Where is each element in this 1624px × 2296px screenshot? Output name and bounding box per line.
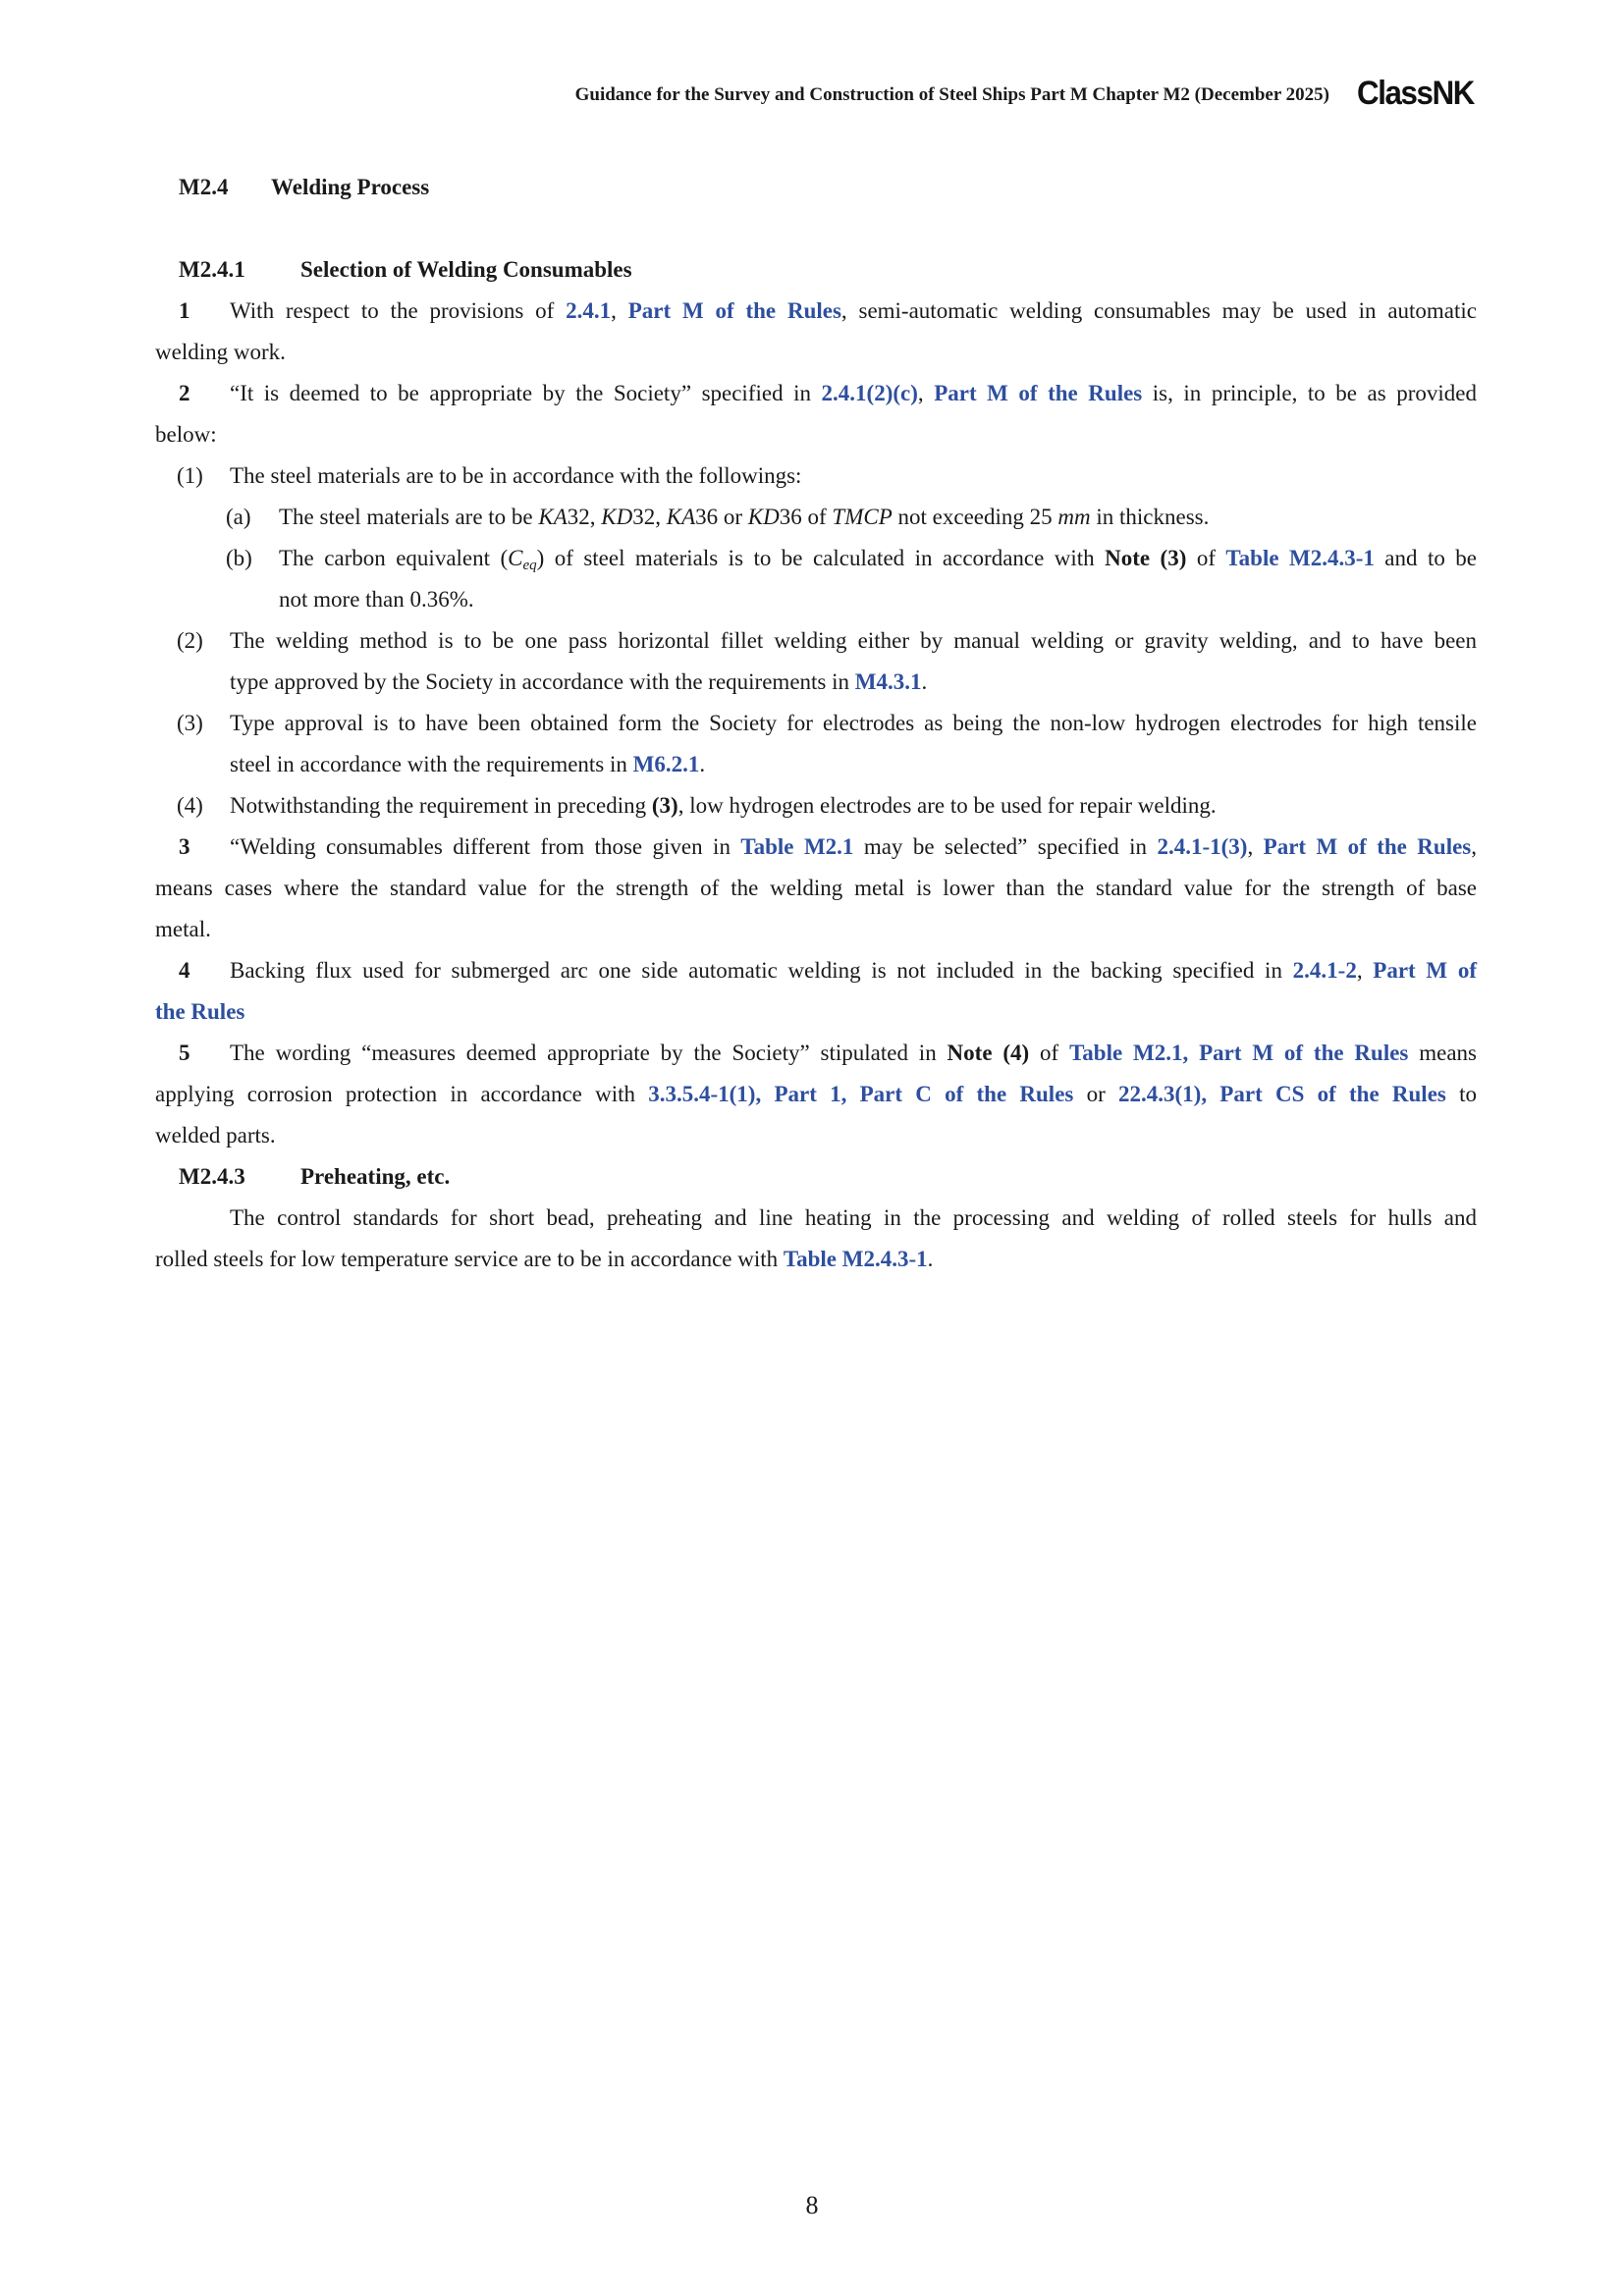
item-label: (1) xyxy=(177,463,203,488)
rule-link[interactable]: Part M of xyxy=(1373,958,1477,983)
subsection-heading-m2-4-3 xyxy=(179,1156,1477,1198)
rule-link[interactable]: 2.4.1-1(3) xyxy=(1157,834,1248,859)
grade-ka: KA xyxy=(538,505,568,529)
text: The wording “measures deemed appropriate by the Society” stipulated in xyxy=(230,1041,947,1065)
text: rolled steels for low temperature service are to be in accordance with xyxy=(155,1247,784,1271)
note-reference: Note (4) xyxy=(947,1041,1030,1065)
text: With respect to the provisions of xyxy=(230,298,567,323)
item-2-line-1 xyxy=(155,620,1477,662)
text: is, in principle, to be as provided xyxy=(1142,381,1477,405)
paragraph-5-line-3: welded parts. xyxy=(155,1123,276,1148)
text: , xyxy=(1247,834,1264,859)
text: type approved by the Society in accordance with the requirements in xyxy=(230,669,855,694)
carbon-equivalent-symbol: $C_{eq}$ xyxy=(508,546,537,573)
paragraph-number: 4 xyxy=(179,958,190,983)
text: 32, xyxy=(632,505,667,529)
text: of xyxy=(1186,546,1226,570)
subsection-title: Selection of Welding Consumables xyxy=(300,257,632,282)
grade-kd: KD xyxy=(601,505,633,529)
paragraph-1-line-2: welding work. xyxy=(155,340,286,364)
page-number: 8 xyxy=(805,2191,819,2219)
item-3-line-1 xyxy=(155,703,1477,744)
text: “Welding consumables different from those given in xyxy=(230,834,741,859)
text: , xyxy=(611,298,628,323)
item-1-b-line-2: not more than 0.36%. xyxy=(279,587,474,612)
subsection-heading-m2-4-1 xyxy=(179,249,1477,291)
text: 36 or xyxy=(695,505,748,529)
paragraph-3-line-1 xyxy=(155,827,1477,868)
running-header: Guidance for the Survey and Construction of Steel Ships Part M Chapter M2 (December 2025) xyxy=(574,84,1329,105)
text: , xyxy=(917,381,935,405)
paragraph-number: 1 xyxy=(179,298,190,323)
grade-kd: KD xyxy=(747,505,780,529)
paragraph-3-line-3: metal. xyxy=(155,917,211,941)
paragraph-2-line-1 xyxy=(155,373,1477,414)
text: applying corrosion protection in accordance with xyxy=(155,1082,649,1106)
text: The steel materials are to be xyxy=(279,505,539,529)
rule-link[interactable]: M4.3.1 xyxy=(854,669,922,694)
rule-link[interactable]: the Rules xyxy=(155,999,245,1024)
note-reference: Note (3) xyxy=(1105,546,1187,570)
section-title: Welding Process xyxy=(271,175,430,199)
text: , semi-automatic welding consumables may be used in automatic xyxy=(840,298,1478,323)
text: The carbon equivalent ( xyxy=(279,546,509,570)
text: . xyxy=(699,752,706,776)
rule-link[interactable]: Part M of the Rules xyxy=(1263,834,1472,859)
item-label: (a) xyxy=(226,505,251,529)
text: Notwithstanding the requirement in preceding xyxy=(230,793,652,818)
rule-link[interactable]: 3.3.5.4-1(1), Part 1, Part C of the Rules xyxy=(648,1082,1074,1106)
paragraph-3-line-2: means cases where the standard value for the strength of the welding metal is lower than the standard value for the strength of base xyxy=(155,876,1477,900)
item-reference: (3) xyxy=(651,793,678,818)
subsection-title: Preheating, etc. xyxy=(300,1164,451,1189)
paragraph-6-line-2 xyxy=(155,1239,1477,1280)
table-link[interactable]: Table M2.1 xyxy=(740,834,854,859)
text: of xyxy=(1029,1041,1070,1065)
unit-mm: mm xyxy=(1057,505,1091,529)
text: not exceeding 25 xyxy=(892,505,1058,529)
text: Type approval is to have been obtained form the Society for electrodes as being the non-low hydrogen electrodes for high tensile xyxy=(230,711,1477,735)
text: may be selected” specified in xyxy=(853,834,1158,859)
item-label: (b) xyxy=(226,546,252,570)
subsection-number: M2.4.1 xyxy=(179,257,245,282)
item-4 xyxy=(155,785,1477,827)
paragraph-2-line-2: below: xyxy=(155,422,217,447)
item-label: (3) xyxy=(177,711,203,735)
item-label: (2) xyxy=(177,628,203,653)
item-label: (4) xyxy=(177,793,203,818)
paragraph-5-line-2 xyxy=(155,1074,1477,1115)
text: . xyxy=(921,669,928,694)
paragraph-number: 2 xyxy=(179,381,190,405)
text: Backing flux used for submerged arc one side automatic welding is not included in the backing specified in xyxy=(230,958,1293,983)
text: to xyxy=(1445,1082,1477,1106)
document-body xyxy=(155,167,1477,1280)
item-3-line-2 xyxy=(155,744,1477,785)
text: steel in accordance with the requirements in xyxy=(230,752,633,776)
text: “It is deemed to be appropriate by the Society” specified in xyxy=(230,381,822,405)
paragraph-6-line-1: The control standards for short bead, preheating and line heating in the processing and welding of rolled steels for hulls and xyxy=(230,1205,1477,1230)
subsection-number: M2.4.3 xyxy=(179,1164,245,1189)
item-1-a xyxy=(155,497,1477,538)
item-2-line-2 xyxy=(155,662,1477,703)
paragraph-1-line-1 xyxy=(155,291,1477,332)
rule-link[interactable]: Part M of the Rules xyxy=(627,298,841,323)
paragraph-5-line-1 xyxy=(155,1033,1477,1074)
text: The welding method is to be one pass horizontal fillet welding either by manual welding or gravity welding, and to have been xyxy=(230,628,1477,653)
rule-link[interactable]: 2.4.1-2 xyxy=(1292,958,1357,983)
text: or xyxy=(1073,1082,1118,1106)
table-link[interactable]: Table M2.4.3-1 xyxy=(1225,546,1375,570)
text: and to be xyxy=(1374,546,1477,570)
paragraph-4-line-1 xyxy=(155,950,1477,991)
paragraph-4-line-2 xyxy=(155,991,1477,1033)
text: , xyxy=(1356,958,1374,983)
text: 36 of xyxy=(779,505,833,529)
rule-link[interactable]: M6.2.1 xyxy=(632,752,700,776)
rule-link[interactable]: 2.4.1(2)(c) xyxy=(821,381,918,405)
text: , xyxy=(1471,834,1477,859)
tmcp-term: TMCP xyxy=(832,505,893,529)
text: in thickness. xyxy=(1090,505,1210,529)
text: ) of steel materials is to be calculated in accordance with xyxy=(536,546,1106,570)
rule-link[interactable]: 22.4.3(1), Part CS of the Rules xyxy=(1118,1082,1446,1106)
section-number: M2.4 xyxy=(179,175,229,199)
table-link[interactable]: Table M2.1, Part M of the Rules xyxy=(1069,1041,1409,1065)
text: . xyxy=(927,1247,934,1271)
text: , low hydrogen electrodes are to be used for repair welding. xyxy=(677,793,1217,818)
text: means xyxy=(1408,1041,1477,1065)
paragraph-number: 5 xyxy=(179,1041,190,1065)
paragraph-number: 3 xyxy=(179,834,190,859)
item-text: The steel materials are to be in accordance with the followings: xyxy=(230,463,802,488)
rule-link[interactable]: 2.4.1 xyxy=(566,298,612,323)
rule-link[interactable]: Part M of the Rules xyxy=(934,381,1143,405)
grade-ka: KA xyxy=(666,505,696,529)
classnk-logo: ClassNK xyxy=(1357,75,1474,112)
section-heading xyxy=(179,167,1477,208)
table-link[interactable]: Table M2.4.3-1 xyxy=(783,1247,928,1271)
item-1 xyxy=(155,455,1477,497)
text: 32, xyxy=(567,505,602,529)
item-1-b-line-1 xyxy=(155,538,1477,579)
